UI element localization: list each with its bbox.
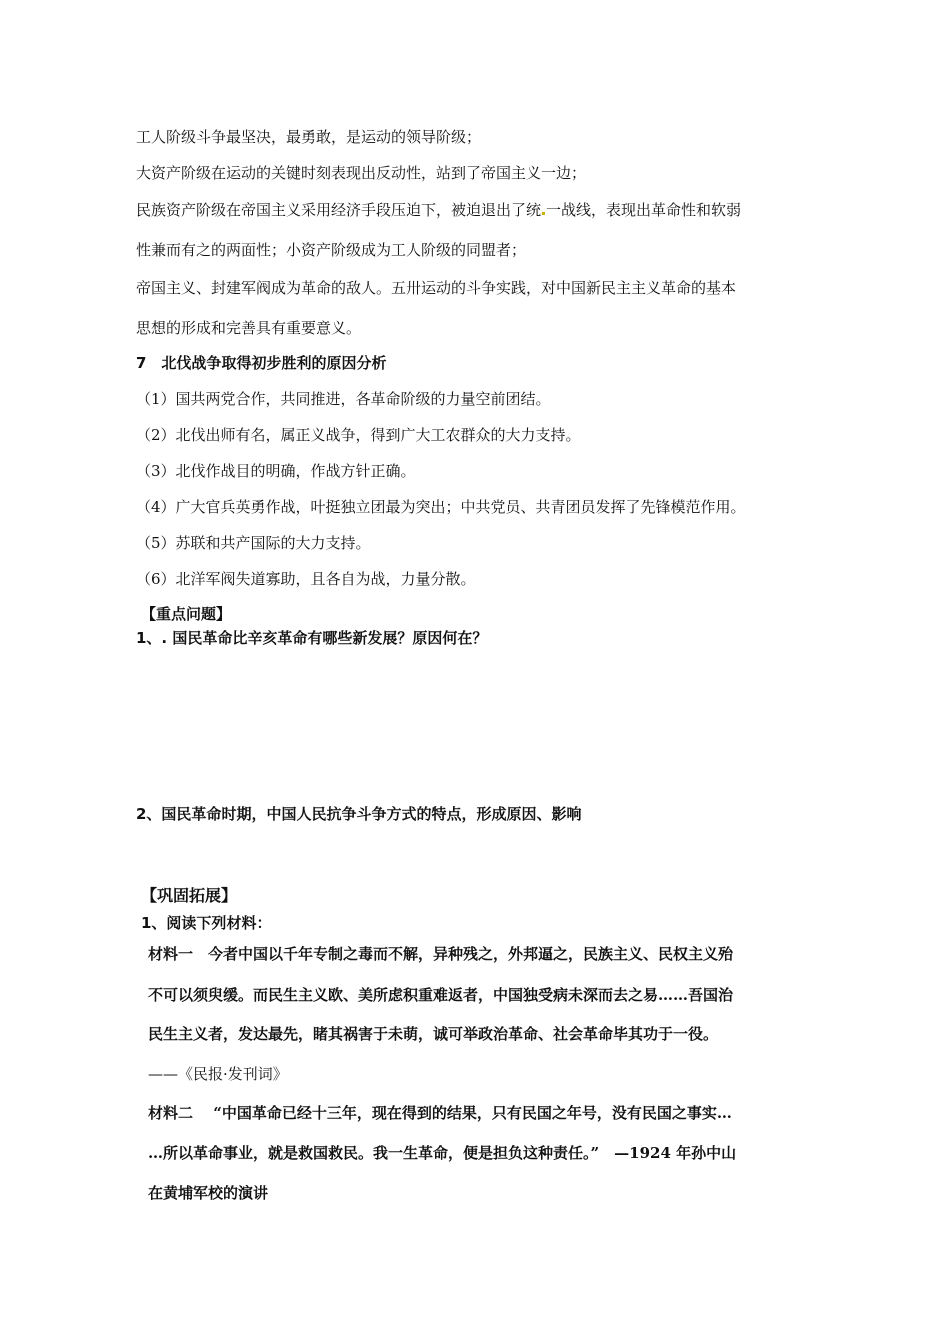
material-2-line: …所以革命事业，就是救国救民。我一生革命，便是担负这种责任。” —1924 年孙中山 [148, 1144, 737, 1162]
paragraph-part: 一战线，表现出革命性和软弱 [546, 201, 742, 219]
extension-heading: 【巩固拓展】 [141, 886, 238, 905]
material-1-source: ——《民报·发刊词》 [148, 1065, 288, 1083]
list-item: （3）北伐作战目的明确，作战方针正确。 [136, 462, 416, 480]
section-title: 7 北伐战争取得初步胜利的原因分析 [136, 354, 387, 372]
material-1-line: 不可以须臾缓。而民生主义欧、美所虑积重难返者，中国独受病未深而去之易……吾国治 [148, 986, 734, 1004]
list-item: （1）国共两党合作，共同推进，各革命阶级的力量空前团结。 [136, 390, 551, 408]
list-item: （6）北洋军阀失道寡助，且各自为战，力量分散。 [136, 570, 476, 588]
paragraph-part: 民族资产阶级在帝国主义采用经济手段压迫下，被迫退出了统 [136, 201, 542, 219]
material-1-line: 材料一 今者中国以千年专制之毒而不解，异种残之，外邦逼之，民族主义、民权主义殆 [148, 945, 734, 963]
paragraph: 帝国主义、封建军阀成为革命的敌人。五卅运动的斗争实践，对中国新民主主义革命的基本 [136, 279, 737, 297]
material-2-line: 材料二 “中国革命已经十三年，现在得到的结果，只有民国之年号，没有民国之事实… [148, 1104, 732, 1122]
list-item: （5）苏联和共产国际的大力支持。 [136, 534, 371, 552]
question-2: 2、国民革命时期，中国人民抗争斗争方式的特点，形成原因、影响 [136, 805, 582, 823]
list-item: （4）广大官兵英勇作战，叶挺独立团最为突出；中共党员、共青团员发挥了先锋模范作用。 [136, 498, 746, 516]
paragraph: 性兼而有之的两面性；小资产阶级成为工人阶级的同盟者； [136, 241, 527, 259]
paragraph: 工人阶级斗争最坚决，最勇敢，是运动的领导阶级； [136, 128, 482, 146]
material-1-line: 民生主义者，发达最先，睹其祸害于未萌，诚可举政治革命、社会革命毕其功于一役。 [148, 1025, 719, 1043]
key-questions-heading: 【重点问题】 [141, 605, 232, 623]
paragraph: 大资产阶级在运动的关键时刻表现出反动性，站到了帝国主义一边； [136, 164, 587, 182]
list-item: （2）北伐出师有名，属正义战争，得到广大工农群众的大力支持。 [136, 426, 581, 444]
paragraph [136, 200, 741, 220]
material-2-line: 在黄埔军校的演讲 [148, 1184, 269, 1202]
paragraph: 思想的形成和完善具有重要意义。 [136, 319, 362, 337]
reading-prompt: 1、阅读下列材料： [141, 914, 272, 932]
question-1: 1、. 国民革命比辛亥革命有哪些新发展？原因何在？ [136, 629, 488, 647]
mark-dot [542, 212, 545, 215]
